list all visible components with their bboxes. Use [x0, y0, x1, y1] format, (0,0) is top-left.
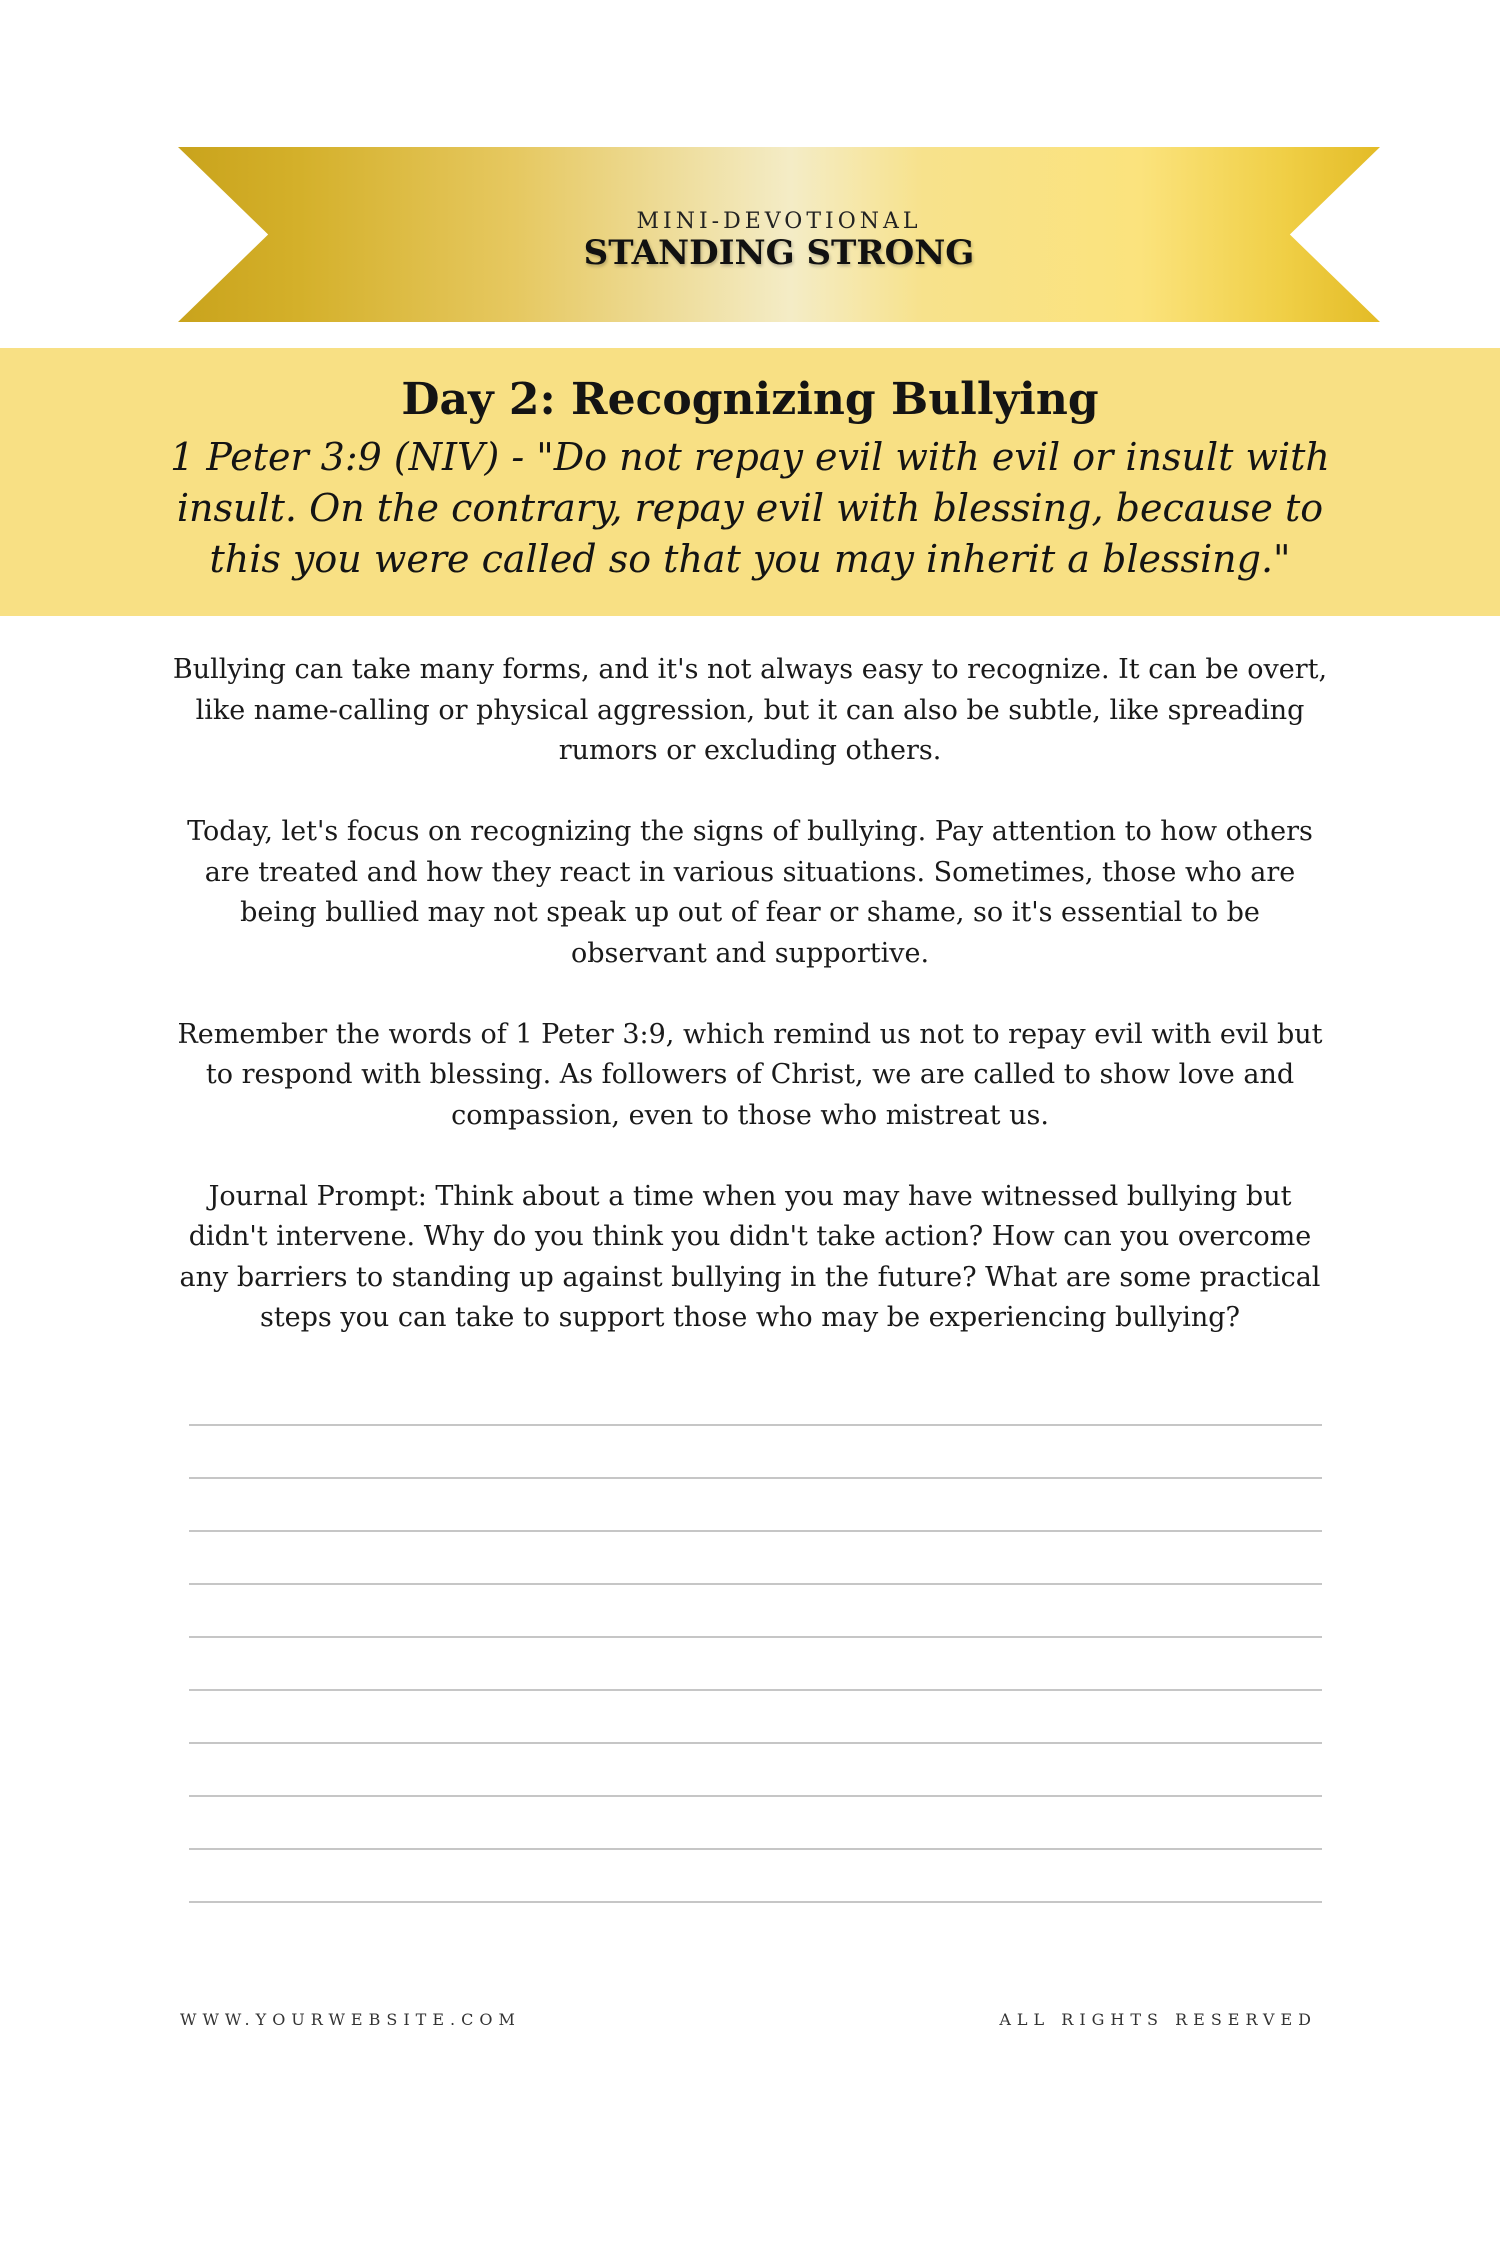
journal-line: [189, 1636, 1322, 1638]
day-title: Day 2: Recognizing Bullying: [401, 374, 1099, 425]
journal-line: [189, 1689, 1322, 1691]
ribbon-text: [178, 147, 1380, 322]
journal-line: [189, 1795, 1322, 1797]
scripture-verse: 1 Peter 3:9 (NIV) - "Do not repay evil with evil or insult with insult. On the contrary, repay evil with blessing, because to this you were called so that you may inherit a blessing.": [170, 435, 1330, 581]
journal-line: [189, 1848, 1322, 1850]
body-paragraph-3: Remember the words of 1 Peter 3:9, which remind us not to repay evil with evil but to respond with blessing. As followers of Christ, we are called to show love and compassion, even to those who mistreat us.: [177, 1018, 1323, 1131]
journal-line: [189, 1742, 1322, 1744]
ribbon-title: STANDING STRONG: [583, 233, 975, 273]
footer-website: WWW.YOURWEBSITE.COM: [180, 2010, 521, 2029]
journal-line: [189, 1583, 1322, 1585]
journal-line: [189, 1477, 1322, 1479]
footer-rights: ALL RIGHTS RESERVED: [999, 2010, 1317, 2029]
body-paragraph-1: Bullying can take many forms, and it's not always easy to recognize. It can be overt, like name-calling or physical aggression, but it can also be subtle, like spreading rumors or excluding others.: [172, 654, 1328, 766]
journal-line: [189, 1424, 1322, 1426]
ribbon-kicker: MINI-DEVOTIONAL: [636, 209, 922, 234]
devotional-body: [170, 650, 1330, 1379]
journal-line: [189, 1530, 1322, 1532]
journal-line: [189, 1901, 1322, 1903]
body-paragraph-2: Today, let's focus on recognizing the signs of bullying. Pay attention to how others are treated and how they react in various situations. Sometimes, those who are being bullied may not speak up out of fear or shame, so it's essential to be observant and supportive.: [187, 816, 1313, 969]
journal-prompt: Journal Prompt: Think about a time when you may have witnessed bullying but didn't intervene. Why do you think you didn't take action? How can you overcome any barriers to standing up against bullying in the future? What are some practical steps you can take to support those who may be experiencing bullying?: [179, 1180, 1321, 1333]
